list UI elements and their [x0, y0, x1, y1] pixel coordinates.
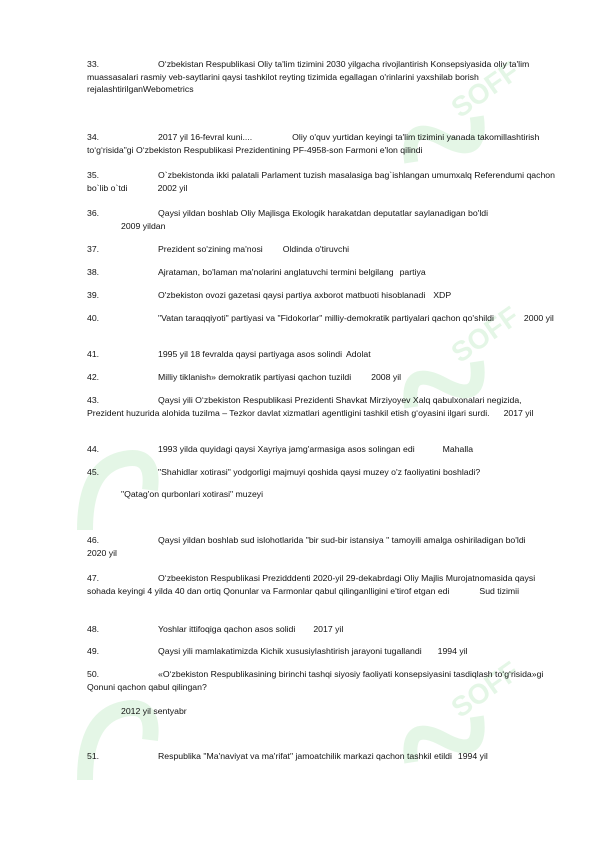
question-answer: 2002 yil	[157, 182, 188, 193]
question-answer: 2008 yil	[371, 372, 402, 382]
question-47	[87, 572, 557, 597]
question-number: 47.	[87, 573, 100, 583]
question-number: 44.	[87, 444, 100, 454]
question-number: 39.	[87, 290, 100, 300]
question-49	[87, 645, 557, 658]
question-number: 45.	[87, 467, 100, 477]
question-50	[87, 668, 557, 693]
question-answer: Mahalla	[442, 444, 474, 454]
question-number: 41.	[87, 349, 100, 359]
question-answer: XDP	[433, 290, 452, 300]
question-text: O`zbekistonda ikki palatali Parlament tuzish masalasiga bag`ishlangan umumxalq Referendumi qachon bo`lib o`tdi	[87, 170, 555, 193]
question-36	[87, 207, 557, 232]
question-number: 46.	[87, 535, 100, 545]
question-answer: Adolat	[346, 349, 371, 359]
question-answer: 2009 yildan	[121, 220, 166, 231]
question-39	[87, 289, 557, 302]
question-38	[87, 266, 557, 279]
question-answer: 2000 yil	[523, 313, 554, 323]
question-number: 48.	[87, 624, 100, 634]
question-text: Respublika "Ma'naviyat va ma'rifat" jamoatchilik markazi qachon tashkil etildi	[158, 751, 452, 761]
watermark-logo	[60, 680, 180, 800]
question-answer: partiya	[399, 267, 426, 277]
question-text: Qaysi yildan boshlab Oliy Majlisga Ekologik harakatdan deputatlar saylanadigan bo'ldi	[158, 208, 489, 218]
question-43	[87, 394, 557, 419]
svg-text:SOFF: SOFF	[445, 655, 525, 724]
question-text: Qaysi yili O‘zbekiston Respublikasi Prezidenti Shavkat Mirziyoyev Xalq qabulxonalari negizida, Prezident huzurida alohida tuzilma – Tezkor davlat xizmatlari agentligini tashkil etish g‘oyasini ilgari surdi.	[87, 395, 522, 418]
question-answer: "Qatag'on qurbonlari xotirasi" muzeyi	[121, 489, 264, 499]
question-number: 37.	[87, 244, 100, 254]
question-45	[87, 466, 557, 479]
question-46	[87, 534, 557, 559]
question-text: O'zbekiston ovozi gazetasi qaysi partiya axborot matbuoti hisoblanadi	[158, 290, 426, 300]
question-text: Qaysi yildan boshlab sud islohotlarida "bir sud-bir istansiya " tamoyili amalga oshiriladigan bo'ldi	[158, 535, 526, 545]
question-37	[87, 243, 557, 256]
question-number: 35.	[87, 170, 100, 180]
svg-text:SOFF: SOFF	[445, 300, 525, 369]
question-number: 40.	[87, 313, 100, 323]
question-answer: 2017 yil	[503, 407, 534, 418]
question-48	[87, 623, 557, 636]
question-33	[87, 58, 557, 96]
question-text: Yoshlar ittifoqiga qachon asos solidi	[158, 624, 296, 634]
question-number: 51.	[87, 751, 100, 761]
question-number: 33.	[87, 59, 100, 69]
question-text: O‘zbeekiston Respublikasi Prezidddenti 2020-yil 29-dekabrdagi Oliy Majlis Murojatnomasida qaysi sohada keyingi 4 yilda 40 dan ortiq Qonunlar va Farmonlar qabul qilinganlligini e'tirof etgan edi	[87, 573, 536, 596]
question-text: O‘zbekistan Respublikasi Oliy ta'lim tizimini 2030 yilgacha rivojlantirish Konsepsiyasida oliy ta'lim muassasalari rasmiy veb-saytlarini qaysi tashkilot reyting tizimida egallagan o'rinlarini yaxshilab borish rejalashtirilgan	[87, 59, 530, 95]
question-number: 43.	[87, 395, 100, 405]
question-text: Ajrataman, bo'laman ma'nolarini anglatuvchi termini belgilang	[158, 267, 394, 277]
svg-text:SOFF: SOFF	[445, 55, 525, 124]
question-text: Prezident so'zining ma'nosi	[158, 244, 263, 254]
question-51	[87, 750, 557, 763]
question-answer: Oliy o'quv yurtidan keyingi ta'lim tizimini yanada takomillashtirish to‘g‘risida"gi O‘zbekiston Respublikasi Prezidentining PF-4958-son Farmoni e'lon qilindi	[87, 132, 540, 155]
question-number: 49.	[87, 646, 100, 656]
question-answer: Webometrics	[143, 84, 194, 95]
question-number: 42.	[87, 372, 100, 382]
question-44	[87, 443, 557, 456]
question-35	[87, 169, 557, 194]
question-answer: Sud tizimii	[479, 585, 520, 596]
question-text: 1995 yil 18 fevralda qaysi partiyaga asos solindi	[158, 349, 342, 359]
question-text: Milliy tiklanish» demokratik partiyasi qachon tuzildi	[158, 372, 352, 382]
question-text: "Vatan taraqqiyoti" partiyasi va "Fidokorlar" milliy-demokratik partiyalari qachon qo'shildi	[158, 313, 494, 323]
question-answer: 1994 yil	[437, 646, 468, 656]
question-answer: Oldinda o'tiruvchi	[282, 244, 350, 254]
question-41	[87, 348, 557, 361]
question-number: 36.	[87, 208, 100, 218]
question-number: 38.	[87, 267, 100, 277]
question-34	[87, 131, 557, 156]
question-number: 50.	[87, 669, 100, 679]
question-number: 34.	[87, 132, 100, 142]
question-text: Qaysi yili mamlakatimizda Kichik xususiylashtirish jarayoni tugallandi	[158, 646, 422, 656]
question-answer: 2012 yil sentyabr	[121, 706, 187, 716]
question-text: 2017 yil 16-fevral kuni....	[158, 132, 253, 142]
question-text: «O‘zbekiston Respublikasining birinchi tashqi siyosiy faoliyati konsepsiyasini tasdiqlash to‘g‘risida»gi Qonuni qachon qabul qilingan?	[87, 669, 544, 692]
question-42	[87, 371, 557, 384]
question-answer: 2020 yil	[87, 547, 117, 558]
question-50-answer-line	[87, 705, 557, 718]
question-40	[87, 312, 557, 325]
question-45-answer-line	[87, 488, 557, 501]
question-text: "Shahidlar xotirasi" yodgorligi majmuyi qoshida qaysi muzey o'z faoliyatini boshladi?	[158, 467, 481, 477]
question-answer: 1994 yil	[457, 751, 488, 761]
question-text: 1993 yilda quyidagi qaysi Xayriya jamg'armasiga asos solingan edi	[158, 444, 415, 454]
question-answer: 2017 yil	[313, 624, 344, 634]
